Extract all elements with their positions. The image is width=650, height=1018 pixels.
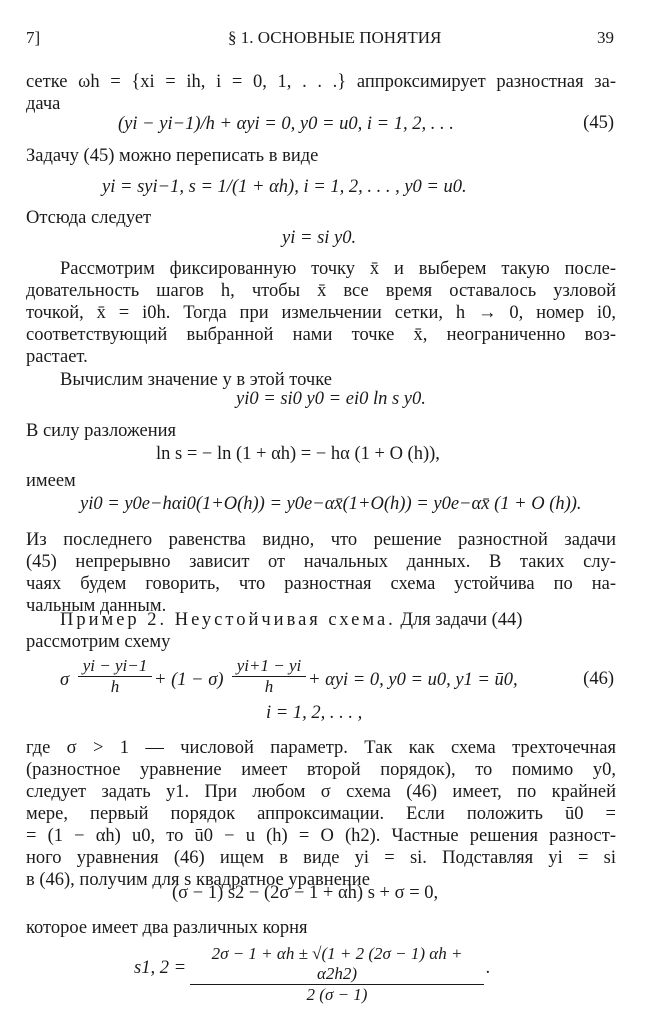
equation-46-sigma: σ bbox=[60, 670, 70, 690]
equation-roots-lhs: s1, 2 = bbox=[134, 958, 187, 978]
page-number: 39 bbox=[597, 28, 614, 47]
equation-46-tail: + αyi = 0, y0 = u0, y1 = ū0, bbox=[308, 670, 518, 690]
fraction-numerator: yi+1 − yi bbox=[236, 656, 302, 675]
text-line: которое имеет два различных корня bbox=[26, 918, 308, 938]
fraction-denominator: h bbox=[78, 676, 152, 697]
equation-ln: ln s = − ln (1 + αh) = − hα (1 + O (h)), bbox=[156, 444, 440, 464]
fraction-denominator: h bbox=[232, 676, 306, 697]
equation-45: (yi − yi−1)/h + αyi = 0, y0 = u0, i = 1, 2, . . . bbox=[118, 114, 454, 134]
equation-46-range: i = 1, 2, . . . , bbox=[266, 703, 363, 723]
example-text: Для задачи (44) bbox=[400, 610, 523, 630]
text-line: где σ > 1 — числовой параметр. Так как схема трехточечная bbox=[26, 738, 616, 758]
fraction-numerator: 2σ − 1 + αh ± √(1 + 2 (2σ − 1) αh + α2h2) bbox=[211, 944, 463, 983]
equation-quadratic: (σ − 1) s2 − (2σ − 1 + αh) s + σ = 0, bbox=[172, 883, 439, 903]
text-line: растает. bbox=[26, 347, 88, 367]
equation-roots-end: . bbox=[486, 958, 491, 978]
chapter-marker: 7] bbox=[26, 28, 41, 47]
text-line: чаях будем говорить, что разностная схема устойчива по на- bbox=[26, 574, 616, 594]
equation-rewrite: yi = syi−1, s = 1/(1 + αh), i = 1, 2, . . . , y0 = u0. bbox=[102, 177, 467, 197]
example-title: Пример 2. Неустойчивая схема. bbox=[60, 610, 396, 630]
text-line: (разностное уравнение имеет второй порядок), то помимо y0, bbox=[26, 760, 616, 780]
text-line: чальным данным. bbox=[26, 596, 167, 616]
equation-value: yi0 = si0 y0 = ei0 ln s y0. bbox=[236, 389, 426, 409]
text-line: мере, первый порядок аппроксимации. Если положить ū0 = bbox=[26, 804, 616, 824]
text-line: сетке ωh = {xi = ih, i = 0, 1, . . .} аппроксимирует разностная за- bbox=[26, 72, 616, 92]
fraction-1 bbox=[78, 656, 152, 697]
equation-result: yi0 = y0e−hαi0(1+O(h)) = y0e−αx̄(1+O(h)) = y0e−αx̄ (1 + O (h)). bbox=[80, 494, 582, 514]
text-line: ного уравнения (46) ищем в виде yi = si. Подставляя yi = si bbox=[26, 848, 616, 868]
text-line: дача bbox=[26, 94, 61, 114]
example-heading-line bbox=[60, 609, 616, 631]
text-line: имеем bbox=[26, 471, 76, 491]
text-line: точкой, x̄ = i0h. Тогда при измельчении сетки, h → 0, номер i0, bbox=[26, 303, 616, 323]
text-line: в (46), получим для s квадратное уравнение bbox=[26, 870, 370, 890]
text-line: Вычислим значение y в этой точке bbox=[60, 370, 332, 390]
text-line: = (1 − αh) u0, то ū0 − u (h) = O (h2). Частные решения разност- bbox=[26, 826, 616, 846]
text-line: В силу разложения bbox=[26, 421, 177, 441]
equation-46-mid: + (1 − σ) bbox=[154, 670, 224, 690]
equation-power: yi = si y0. bbox=[282, 228, 357, 248]
text-line: Задачу (45) можно переписать в виде bbox=[26, 146, 319, 166]
text-line: довательность шагов h, чтобы x̄ все время оставалось узловой bbox=[26, 281, 616, 301]
running-head: § 1. ОСНОВНЫЕ ПОНЯТИЯ bbox=[228, 28, 442, 47]
fraction-denominator: 2 (σ − 1) bbox=[190, 984, 484, 1005]
equation-number: (45) bbox=[583, 113, 614, 133]
fraction-numerator: yi − yi−1 bbox=[82, 656, 148, 675]
text-line: Из последнего равенства видно, что решение разностной задачи bbox=[26, 530, 616, 550]
equation-number: (46) bbox=[583, 669, 614, 689]
roots-fraction bbox=[190, 944, 484, 1005]
text-line: Отсюда следует bbox=[26, 208, 152, 228]
text-line: соответствующий выбранной нами точке x̄, неограниченно воз- bbox=[26, 325, 616, 345]
text-line: Рассмотрим фиксированную точку x̄ и выберем такую после- bbox=[60, 259, 616, 279]
text-line: (45) непрерывно зависит от начальных данных. В таких слу- bbox=[26, 552, 616, 572]
fraction-2 bbox=[232, 656, 306, 697]
text-line: следует задать y1. При любом σ схема (46) имеет, по крайней bbox=[26, 782, 616, 802]
text-line: рассмотрим схему bbox=[26, 632, 171, 652]
